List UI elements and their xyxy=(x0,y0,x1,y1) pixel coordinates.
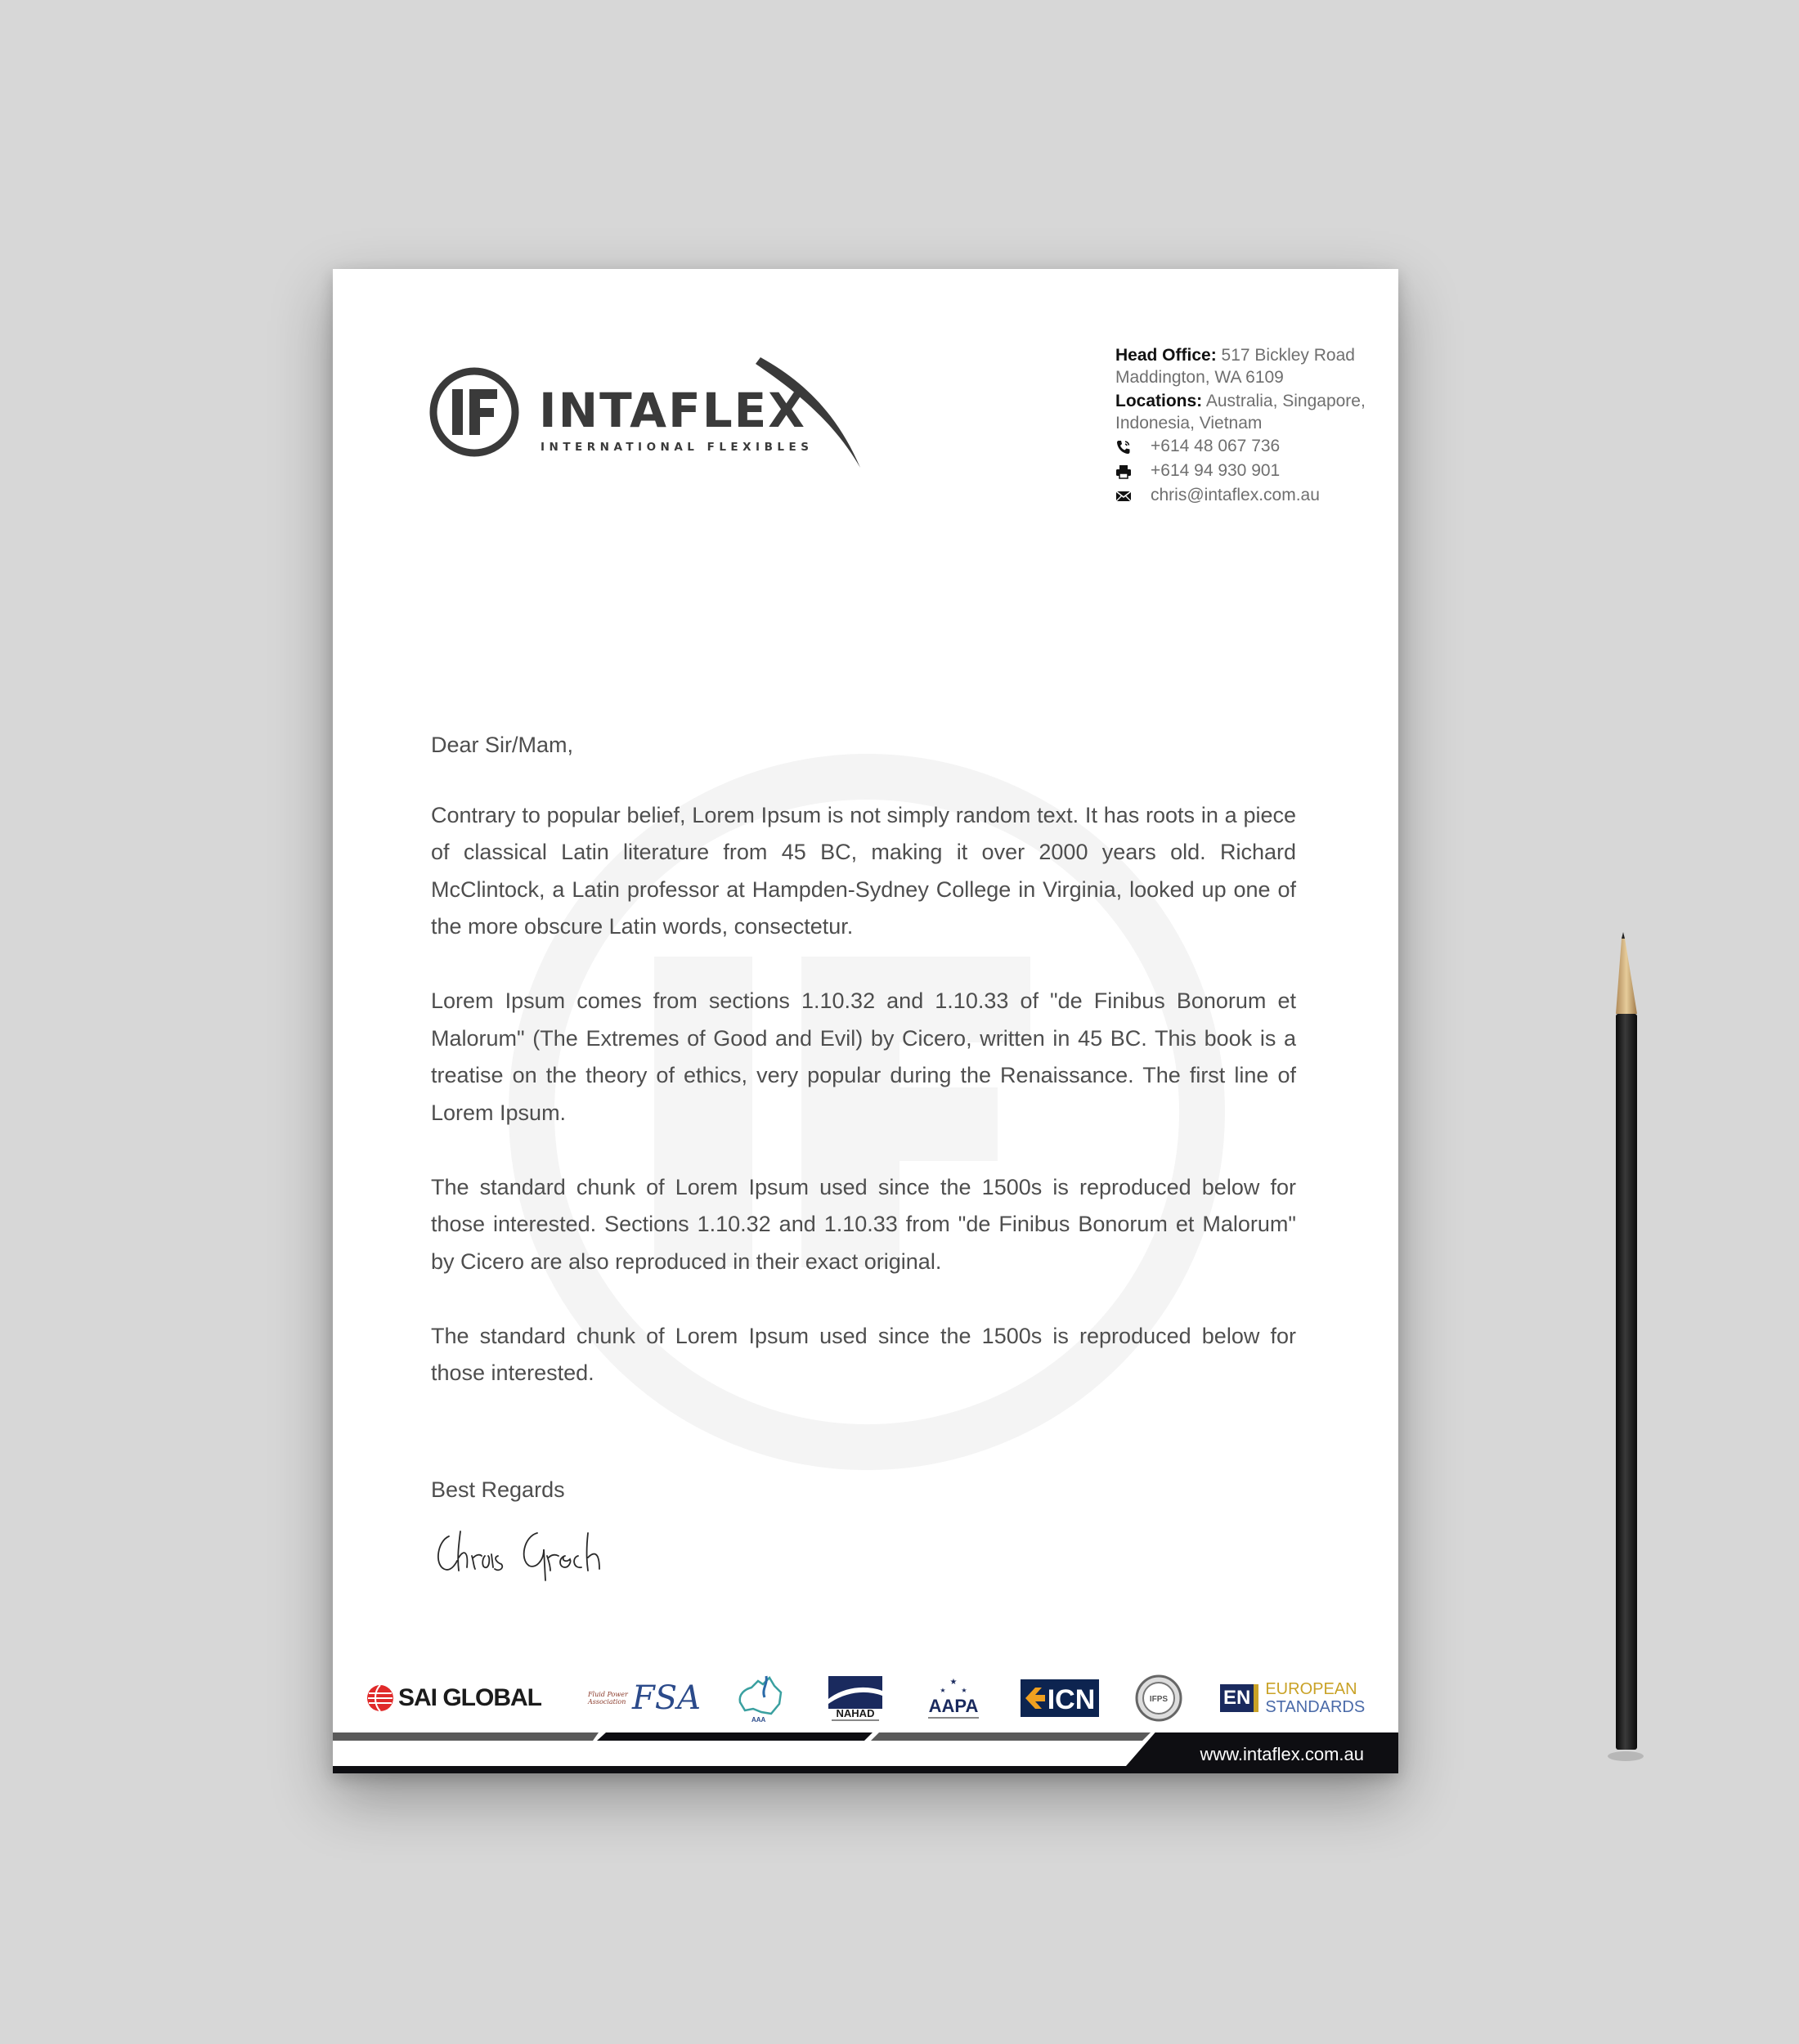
nahad-mark-icon xyxy=(827,1673,884,1724)
icn-logo xyxy=(1021,1665,1099,1731)
en-mark: EN xyxy=(1220,1684,1258,1712)
paragraph-1: Contrary to popular belief, Lorem Ipsum is not simply random text. It has roots in a piece of classical Latin literature from 45 BC, making it over 2000 years old. Richard McClintock, a Latin professor at Hampden-Sydney College in Virginia, looked up one of the more obscure Latin words, consectetur. xyxy=(431,802,1296,939)
signature-image xyxy=(431,1522,619,1583)
svg-text:★: ★ xyxy=(961,1687,967,1694)
aapa-text: AAPA xyxy=(928,1696,979,1716)
printer-icon xyxy=(1115,464,1132,479)
contact-block xyxy=(1115,344,1385,508)
aaa-logo xyxy=(734,1665,787,1731)
aaa-text: AAA xyxy=(751,1716,766,1724)
website-link[interactable]: www.intaflex.com.au xyxy=(1200,1744,1364,1764)
en-line1: EUROPEAN xyxy=(1265,1680,1357,1698)
phone-icon xyxy=(1115,440,1132,455)
fsa-script-text: Fluid Power Association xyxy=(588,1691,628,1706)
en-words xyxy=(1265,1680,1365,1716)
australia-map-icon xyxy=(734,1670,787,1727)
european-standards-logo xyxy=(1220,1665,1365,1731)
brand-name: INTAFLEX xyxy=(539,383,806,438)
pencil-image xyxy=(1604,932,1645,1766)
fax-row xyxy=(1115,459,1385,483)
en-line2: STANDARDS xyxy=(1265,1698,1366,1716)
locations xyxy=(1115,390,1385,434)
sai-global-text: SAI GLOBAL xyxy=(398,1684,541,1711)
head-office-line2: Maddington, WA 6109 xyxy=(1115,368,1284,387)
fsa-text: FSA xyxy=(632,1679,702,1717)
phone-row xyxy=(1115,434,1385,459)
paragraph-2: Lorem Ipsum comes from sections 1.10.32 and 1.10.33 of "de Finibus Bonorum et Malorum" (The Extremes of Good and Evil) by Cicero, written in 45 BC. This book is a treatise on the theory of ethics, very popular during the Renaissance. The first line of Lorem Ipsum. xyxy=(431,988,1296,1125)
locations-line1: Australia, Singapore, xyxy=(1205,392,1366,410)
head-office-line1: 517 Bickley Road xyxy=(1221,346,1355,365)
fsa-logo xyxy=(588,1665,701,1731)
certification-logos xyxy=(333,1665,1398,1731)
paragraph-3: The standard chunk of Lorem Ipsum used since the 1500s is reproduced below for those interested. Sections 1.10.32 and 1.10.33 from "de Finibus Bonorum et Malorum" by Cicero are also reproduced in their exact original. xyxy=(431,1174,1296,1274)
head-office-label: Head Office: xyxy=(1115,346,1217,365)
phone-number: +614 48 067 736 xyxy=(1151,437,1281,455)
locations-label: Locations: xyxy=(1115,392,1203,410)
icn-text: ICN xyxy=(1047,1684,1096,1715)
seal-text: IFPS xyxy=(1149,1695,1169,1704)
svg-text:★: ★ xyxy=(940,1687,946,1694)
aapa-logo xyxy=(922,1665,985,1731)
sai-globe-icon xyxy=(366,1683,395,1713)
letter-body xyxy=(431,727,1296,1429)
company-logo xyxy=(428,357,870,468)
svg-text:★: ★ xyxy=(949,1678,958,1687)
seal-icon xyxy=(1134,1674,1183,1723)
icn-mark-icon xyxy=(1021,1678,1099,1719)
greeting: Dear Sir/Mam, xyxy=(431,733,574,757)
nahad-text: NAHAD xyxy=(836,1707,875,1719)
locations-line2: Indonesia, Vietnam xyxy=(1115,414,1263,433)
fax-number: +614 94 930 901 xyxy=(1151,461,1281,480)
paragraph-4: The standard chunk of Lorem Ipsum used since the 1500s is reproduced below for those interested. xyxy=(431,1323,1296,1385)
seal-logo xyxy=(1134,1665,1183,1731)
brand-tagline: INTERNATIONAL FLEXIBLES xyxy=(541,441,814,454)
aapa-stars-icon xyxy=(922,1671,985,1725)
email-row xyxy=(1115,483,1385,508)
closing: Best Regards xyxy=(431,1477,565,1502)
letterhead-page xyxy=(333,269,1398,1773)
envelope-icon xyxy=(1115,489,1132,504)
logo-swoosh xyxy=(428,357,870,468)
sai-global-logo xyxy=(366,1665,541,1731)
nahad-logo xyxy=(827,1665,884,1731)
head-office xyxy=(1115,344,1385,388)
email-address: chris@intaflex.com.au xyxy=(1151,486,1320,504)
